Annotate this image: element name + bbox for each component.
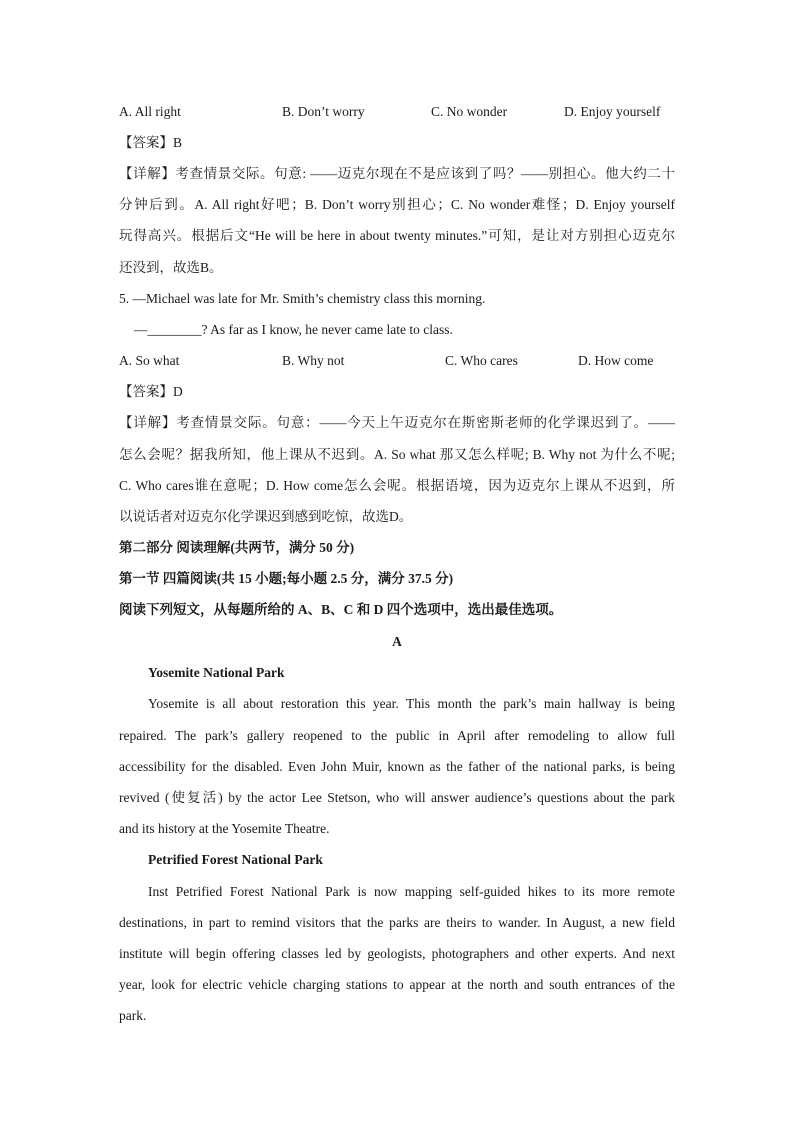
q5-stem: 5. —Michael was late for Mr. Smith’s chemistry class this morning. — [119, 291, 486, 306]
q5-explain-line-4: 以说话者对迈克尔化学课迟到感到吃惊，故选D。 — [119, 509, 413, 524]
para2-line-5: park. — [119, 1008, 147, 1023]
q5-explain-line-1: 【详解】考查情景交际。句意：——今天上午迈克尔在斯密斯老师的化学课迟到了。—— — [119, 415, 675, 430]
q5-options — [119, 351, 679, 371]
q5-answer: 【答案】D — [119, 384, 183, 399]
q4-option-c: C. No wonder — [431, 104, 508, 119]
q5-option-b: B. Why not — [282, 353, 345, 368]
q4-explain-line-3: 玩得高兴。根据后文“He will be here in about twenty minutes.”可知，是让对方别担心迈克尔 — [119, 228, 675, 243]
para1-line-2: repaired. The park’s gallery reopened to the public in April after remodeling to allow full — [119, 728, 675, 743]
q5-option-a: A. So what — [119, 353, 180, 368]
q5-option-c: C. Who cares — [445, 353, 518, 368]
q4-option-b: B. Don’t worry — [282, 104, 365, 119]
para1-line-3: accessibility for the disabled. Even John Muir, known as the father of the national parks, is being — [119, 759, 675, 774]
para2-line-3: institute will begin offering classes led by geologists, photographers and other experts. And next — [119, 946, 675, 961]
para2-line-4: year, look for electric vehicle charging stations to appear at the north and south entrances of the — [119, 977, 675, 992]
q5-option-d: D. How come — [578, 353, 654, 368]
q4-answer: 【答案】B — [119, 135, 183, 150]
section-part-title: 第二部分 阅读理解(共两节，满分 50 分) — [119, 540, 355, 555]
para2-line-2: destinations, in part to remind visitors that the parks are theirs to wander. In August, a new field — [119, 915, 675, 930]
q5-explain-line-3: C. Who cares谁在意呢；D. How come怎么会呢。根据语境，因为迈克尔上课从不迟到，所 — [119, 478, 675, 493]
q5-explain-line-2: 怎么会呢？据我所知，他上课从不迟到。A. So what 那又怎么样呢; B. Why not 为什么不呢; — [119, 447, 675, 462]
para1-line-5: and its history at the Yosemite Theatre. — [119, 821, 330, 836]
para1-line-1: Yosemite is all about restoration this year. This month the park’s main hallway is being — [148, 696, 675, 711]
q4-option-a: A. All right — [119, 104, 181, 119]
q4-explain-line-1: 【详解】考查情景交际。句意: ——迈克尔现在不是应该到了吗？——别担心。他大约二十 — [119, 166, 675, 181]
section-instruction: 阅读下列短文，从每题所给的 A、B、C 和 D 四个选项中，选出最佳选项。 — [119, 602, 563, 617]
q4-option-d: D. Enjoy yourself — [564, 104, 661, 119]
q5-reply: —________? As far as I know, he never came late to class. — [134, 322, 453, 337]
q4-explain-line-4: 还没到，故选B。 — [119, 260, 223, 275]
para1-line-4: revived (使复活) by the actor Lee Stetson, who will answer audience’s questions about the park — [119, 790, 675, 805]
q4-options — [119, 102, 679, 122]
passage-heading-yosemite: Yosemite National Park — [148, 665, 285, 680]
passage-heading-petrified: Petrified Forest National Park — [148, 852, 323, 867]
passage-letter: A — [392, 634, 402, 649]
para2-line-1: Inst Petrified Forest National Park is now mapping self-guided hikes to its more remote — [148, 884, 675, 899]
q4-explain-line-2: 分钟后到。A. All right好吧；B. Don’t worry别担心；C. No wonder难怪；D. Enjoy yourself — [119, 197, 675, 212]
section-sub-title: 第一节 四篇阅读(共 15 小题;每小题 2.5 分，满分 37.5 分) — [119, 571, 454, 586]
